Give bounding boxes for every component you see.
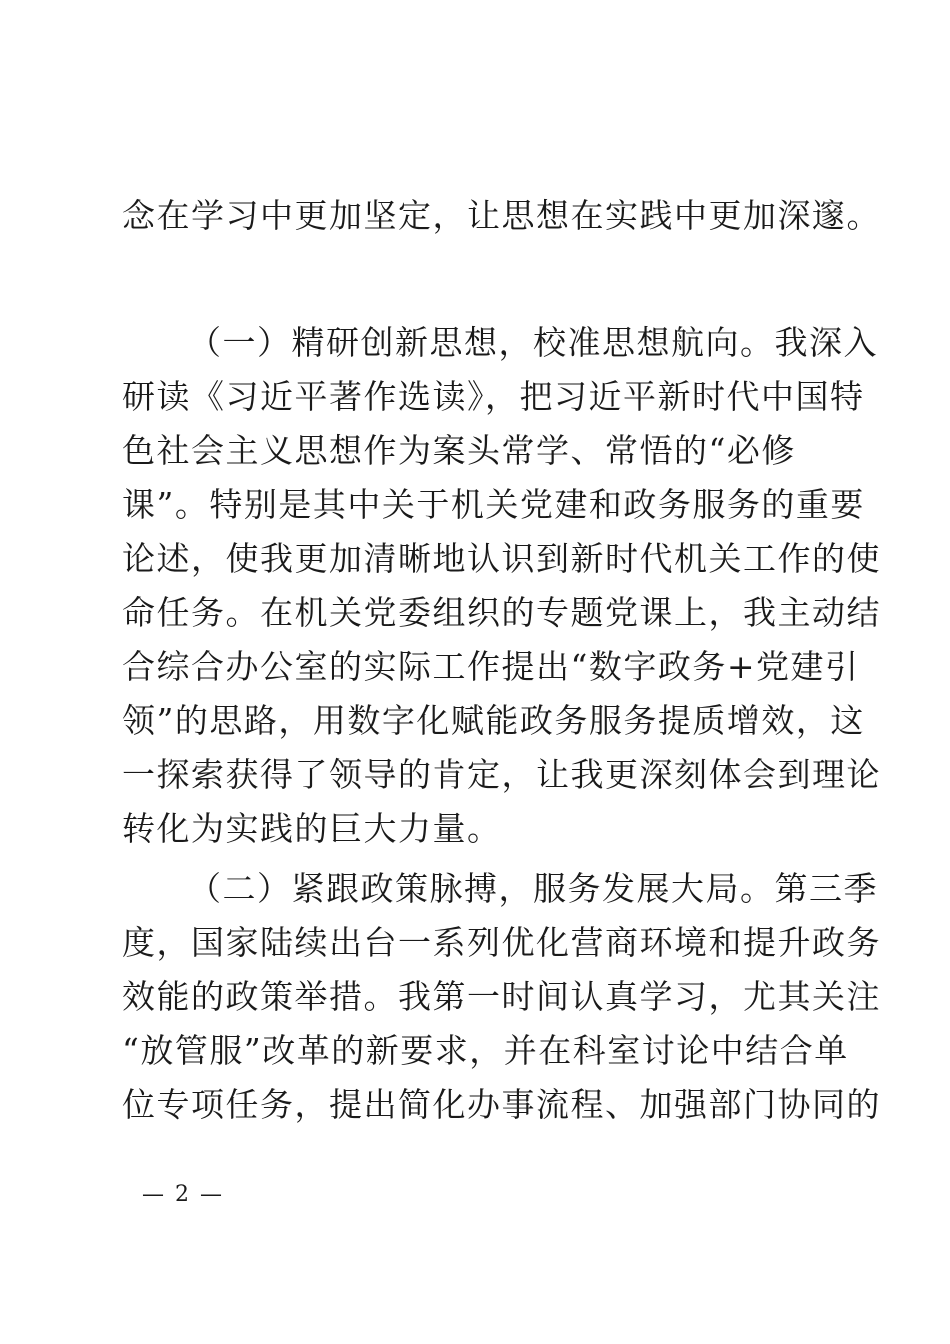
paragraph-line: 度，国家陆续出台一系列优化营商环境和提升政务 [122,923,881,962]
paragraph-line: 论述，使我更加清晰地认识到新时代机关工作的使 [122,539,881,578]
paragraph-line: 命任务。在机关党委组织的专题党课上，我主动结 [122,593,881,632]
paragraph-line: 位专项任务，提出简化办事流程、加强部门协同的 [122,1085,881,1124]
paragraph-line: 课”。特别是其中关于机关党建和政务服务的重要 [122,485,865,524]
page-number: — 2 — [142,1182,224,1207]
paragraph-line: 转化为实践的巨大力量。 [122,809,502,848]
paragraph-line: 一探索获得了领导的肯定，让我更深刻体会到理论 [122,755,881,794]
section-heading-line: （二）紧跟政策脉搏，服务发展大局。第三季 [188,869,878,908]
paragraph-line: 领”的思路，用数字化赋能政务服务提质增效，这 [122,701,865,740]
paragraph-line: 色社会主义思想作为案头常学、常悟的“必修 [122,431,796,470]
paragraph-line: “放管服”改革的新要求，并在科室讨论中结合单 [122,1031,849,1070]
paragraph-line: 效能的政策举措。我第一时间认真学习，尤其关注 [122,977,881,1016]
paragraph-line: 合综合办公室的实际工作提出“数字政务+党建引 [122,647,860,686]
section-heading-line: （一）精研创新思想，校准思想航向。我深入 [188,323,878,362]
paragraph-line: 念在学习中更加坚定，让思想在实践中更加深邃。 [122,196,881,235]
paragraph-line: 研读《习近平著作选读》，把习近平新时代中国特 [122,377,865,416]
